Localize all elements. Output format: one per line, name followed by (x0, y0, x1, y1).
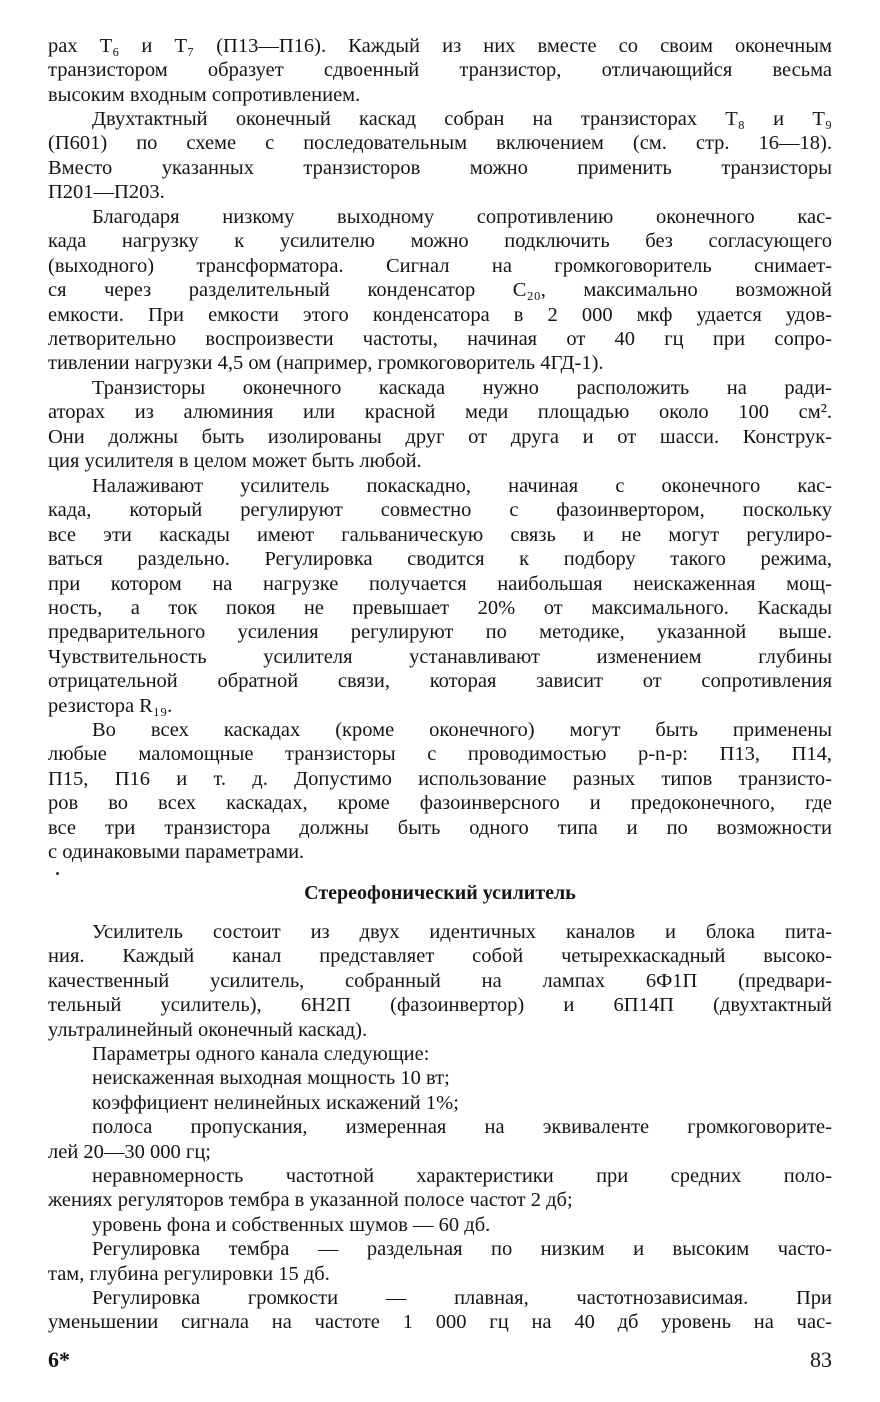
text-line: предварительного усиления регулируют по методике, указанной выше. (48, 621, 832, 644)
list-line: жениях регуляторов тембра в указанной полосе частот 2 дб; (48, 1189, 573, 1212)
text-line: летворительно воспроизвести частоты, начиная от 40 гц при сопро- (48, 327, 832, 350)
text-line: Во всех каскадах (кроме оконечного) могут быть применены (92, 719, 832, 741)
print-speck (56, 872, 59, 875)
text-line: ров во всех каскадах, кроме фазоинверсного и предоконечного, где (48, 792, 832, 815)
text-line: отрицательной обратной связи, которая зависит от сопротивления (48, 670, 832, 693)
text-line: ся через разделительный конденсатор C₂₀, максимально возможной (48, 279, 832, 302)
text-line: Двухтактный оконечный каскад собран на транзисторах T₈ и T₉ (92, 108, 832, 130)
text-line: все три транзистора должны быть одного типа и по возможности (48, 816, 832, 839)
list-line: неравномерность частотной характеристики при средних поло- (92, 1164, 832, 1187)
text-line: П201—П203. (48, 181, 165, 204)
text-line: Они должны быть изолированы друг от друга и от шасси. Конструк- (48, 425, 832, 448)
paragraph (48, 107, 832, 205)
text-line: (П601) по схеме с последовательным включением (см. стр. 16—18). (48, 132, 832, 155)
text-line: Транзисторы оконечного каскада нужно расположить на ради- (92, 377, 832, 399)
text-line: Вместо указанных транзисторов можно применить транзисторы (48, 156, 832, 179)
text-line: када нагрузку к усилителю можно подключить без согласующего (48, 230, 832, 253)
paragraph (48, 718, 832, 864)
list-line: уменьшении сигнала на частоте 1 000 гц на 40 дб уровень на час- (48, 1311, 832, 1334)
list-line: там, глубина регулировки 15 дб. (48, 1262, 330, 1285)
list-line: Регулировка тембра — раздельная по низким и высоким часто- (92, 1238, 832, 1261)
text-line: тивлении нагрузки 4,5 ом (например, громкоговоритель 4ГД-1). (48, 352, 604, 375)
text-line: емкости. При емкости этого конденсатора в 2 000 мкф удается удов- (48, 303, 832, 326)
text-line: ния. Каждый канал представляет собой четырехкаскадный высоко- (48, 945, 832, 968)
text-line: ультралинейный оконечный каскад). (48, 1018, 368, 1041)
text-line: при котором на нагрузке получается наибольшая неискаженная мощ- (48, 572, 832, 595)
text-line: аторах из алюминия или красной меди площадью около 100 см². (48, 401, 832, 424)
paragraph (48, 205, 832, 376)
paragraph (48, 920, 832, 1042)
parameters-list (48, 1042, 832, 1335)
list-line: полоса пропускания, измеренная на эквиваленте громкоговорите- (92, 1116, 832, 1139)
text-line: транзистором образует сдвоенный транзистор, отличающийся весьма (48, 59, 832, 82)
list-line: коэффициент нелинейных искажений 1%; (92, 1091, 459, 1114)
signature-mark: 6* (48, 1347, 70, 1372)
text-line: тельный усилитель), 6Н2П (фазоинвертор) и 6П14П (двухтактный (48, 994, 832, 1017)
list-line: лей 20—30 000 гц; (48, 1140, 211, 1163)
page-number: 83 (810, 1347, 832, 1372)
text-line: резистора R₁₉. (48, 694, 173, 717)
text-line: ция усилителя в целом может быть любой. (48, 450, 422, 473)
text-line: ность, а ток покоя не превышает 20% от максимального. Каскады (48, 596, 832, 619)
paragraph (48, 376, 832, 474)
text-line: с одинаковыми параметрами. (48, 840, 305, 863)
list-line: неискаженная выходная мощность 10 вт; (92, 1067, 450, 1090)
text-line: качественный усилитель, собранный на лампах 6Ф1П (предвари- (48, 969, 832, 992)
text-line: ваться раздельно. Регулировка сводится к подбору такого режима, (48, 548, 832, 571)
list-line: Параметры одного канала следующие: (92, 1043, 430, 1065)
text-line: (выходного) трансформатора. Сигнал на громкоговоритель снимает- (48, 254, 832, 277)
text-line: Чувствительность усилителя устанавливают изменением глубины (48, 645, 832, 668)
list-line: уровень фона и собственных шумов — 60 дб. (92, 1213, 491, 1236)
text-line: любые маломощные транзисторы с проводимостью p-n-p: П13, П14, (48, 743, 832, 766)
text-line: када, который регулируют совместно с фазоинвертором, поскольку (48, 499, 832, 522)
list-line: Регулировка громкости — плавная, частотнозависимая. При (92, 1286, 832, 1309)
text-line: П15, П16 и т. д. Допустимо использование разных типов транзисто- (48, 767, 832, 790)
paragraph (48, 34, 832, 107)
paragraph (48, 474, 832, 718)
text-line: все эти каскады имеют гальваническую связь и не могут регулиро- (48, 523, 832, 546)
section-heading: Стереофонический усилитель (304, 882, 576, 904)
text-line: рах T₆ и T₇ (П13—П16). Каждый из них вместе со своим оконечным (48, 35, 832, 57)
text-line: Налаживают усилитель покаскадно, начиная с оконечного кас- (92, 475, 832, 497)
text-line: Благодаря низкому выходному сопротивлению оконечного кас- (92, 206, 832, 228)
text-line: Усилитель состоит из двух идентичных каналов и блока пита- (92, 921, 832, 943)
text-line: высоким входным сопротивлением. (48, 83, 361, 106)
